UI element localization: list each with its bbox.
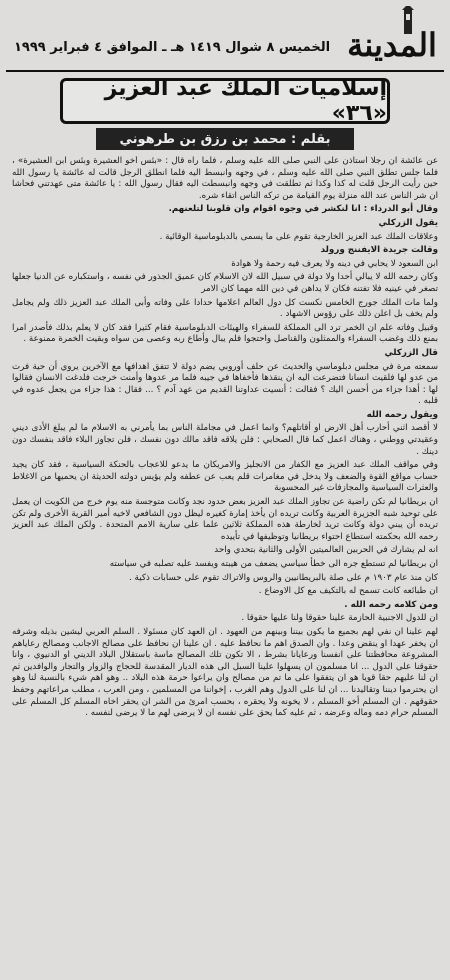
byline-text: بقلم : محمد بن رزق بن طرهوني [119, 131, 331, 147]
paragraph: ولما مات الملك جورج الخامس نكست كل دول العالم اعلامها حدادا على وفاته وأبى الملك عبد العزيز ذلك ولم يجامل ولم يخف بل اعلن ذلك على رؤوس الاشهاد . [12, 297, 438, 320]
paragraph: وفي مواقف الملك عبد العزيز مع الكفار من الانجليز والامريكان ما يدعو للاعجاب بالحنكة السياسية ، فقد كان يجيد حساب مواقع القوة والضعف ولا يدخل في مغامرات قلم يعب عن عطفه ولم يؤيس دولته الحديثة ان يحميها من الاغلاط والعثرات السياسية والمجازفات غير المحسوبة [12, 460, 438, 494]
article-body [12, 156, 438, 972]
svg-text:المدينة: المدينة [347, 26, 437, 62]
paragraph: ويقول رحمه الله [366, 409, 438, 420]
paragraph: ابن السعود لا يحابي في دينه ولا يعرف فيه رحمة ولا هوادة [231, 258, 438, 269]
byline [96, 128, 354, 150]
paragraph: قال الزركلي [384, 347, 438, 358]
paragraph: وكان رحمه الله لا يبالي أحدا ولا دولة في سبيل الله لان الاسلام كان عميق الجذور في نفسه ، واستكباره عن الدنيا جعلها تصغر في عينيه فلا تفتنه فكان لا يداهن في دين الله مهما كان الامر [12, 272, 438, 294]
paragraph: وقال أبو الدرداء : انا لنكشر في وجوه اقوام وان قلوبنا لتلعنهم. [168, 204, 438, 215]
paragraph: لا أقصد اثني أحارب أهل الارض او أقاتلهم؟ وانما اعمل في مجاملة الناس بما يأمرني به الاسلام ما لم يبلغ الأذى ديني وعقيدتي ووطني ، وهناك اعمل كما قال الصحابي : فلن يلاقه فاقد مالك دون نفسك ، فلن تجاوز البلاء فاقد بنفسك دون دينك . [12, 423, 438, 457]
paragraph: ان بريطانيا لم تكن راضية عن تجاوز الملك عبد العزيز بعض حدود نجد وكانت متوجسة منه يوم خرج من الكويت ان يعمل على توحيد شبه الجزيرة العربية وكانت تريده ان يأخذ إمارة كغيره ليظل دون الشافعي لاخيه أمير القرية الأخرى ولم تكن تريده أن يبني دولة وكانت تريد لخارطة هذه المملكة ثلاثين علما على سارية الامم المتحدة . ولكن الملك عبد العزيز رحمه الله بحكمته استطاع احتواء بريطانيا وتوظيفها في تأييده [12, 497, 438, 542]
dateline: الخميس ٨ شوال ١٤١٩ هـ ـ الموافق ٤ فبراير ١٩٩٩ [14, 40, 331, 55]
paragraph: يقول الزركلي [378, 217, 438, 228]
paragraph: ان للدول الاجنبية الحازمة علينا حقوقا ولنا عليها حقوقا . [241, 613, 438, 624]
article-title-banner [60, 78, 390, 124]
paragraph: لهم علينا ان نفي لهم بجميع ما يكون بيننا وبينهم من العهود . ان العهد كان مسئولا . السلم العربي ليشين بذيله وشرفه ان يخفر عهدا او ينقض وعدا . وان الصدق اهم ما نحافظ عليه . ان علينا ان نحافظ على مصالح الاجانب ومصالح رعاياهم المشروعة محافظتنا على انفسنا ورعايانا بشرط ، الا تكون تلك المصالح ماسة باستقلال البلاد الديني او الدنيوي ، وانا حقوقنا على الدول ... انا مسلمون ان يسهلوا علينا السبل الى هذه الديار المقدسة للحجاج والزوار والتجار والوافدين ثم ان لنا عليهم حقا قويا هو ان يتفقوا على ما تم من مصالح وان يراعوا حرمة هذه البلاد .. وهو اهم شيء بالنسبة لنا وهو ان يحترموا ديننا وتقاليدنا ... ان لنا على الدول وهم الغرب ، إخواننا من المسلمين ، ومن العرب ، مطلب مراعاتهم وحفظ حقوقهم . ان المسلم أخو المسلم ، لا يخونه ولا يحقره ، بحسب امرئ من الشر ان يحقر اخاه المسلم كل المسلم على المسلم حرام دمه وماله وعرضه ، ثم عليه كما يحق على نفسه ان لا يرضى لهم ما لا يرضى لنفسه . [12, 626, 438, 719]
paragraph: ومن كلامه رحمه الله . [344, 599, 438, 610]
masthead-rule [6, 70, 444, 72]
newspaper-logo [346, 6, 438, 62]
paragraph: وقبيل وفاته علم ان الخمر ترد الى المملكة للسفراء والهيئات الدبلوماسية فقام كثيرا فقد كان لا يعلم بذلك فأصدر امرا بمنع ذلك وغضب السفراء والممثلون والقناصل واحتجوا فلم يبال وأطاع ربه وعصى من سواه وبقيت الخمرة ممنوعة . [12, 322, 438, 345]
paragraph: سمعته مرة في مجلس دبلوماسي والحديث عن حلف أوروبي يضم دولة لا تتفق اهدافها مع الآخرين يروي أن حية فرت من عدو لها فلقيت انسانا فتضرعت اليه ان ينقذها فأخفاها في جيبه فلما مر عدوها وأمنت خرجت فلدغت الانسان فقالوا لها : أهذا جزاء من أحسن اليك ؟ فقالت : أنسيت عداوتنا القديم من عهد آدم ؟ ... فقال : هذا جزاء من يجعل عدوه في قلبه . [12, 361, 438, 407]
paragraph: وقالت جريدة الايفننج ورولد [320, 245, 438, 256]
article-title: إسلاميات الملك عبد العزيز «٣٦» [104, 76, 387, 126]
paragraph: ان بريطانيا لم تستطع جره الى خطأ سياسي يضعف من هيبته ويفسد عليه تصلبه في سياسته [109, 559, 438, 569]
masthead [6, 4, 444, 68]
paragraph: وعلاقات الملك عبد العزيز الخارجية تقوم على ما يسمى بالدبلوماسية الوقائية . [159, 231, 438, 242]
paragraph: انه لم يشارك في الحربين العالميتين الأولى والثانية بتحدي واحد [214, 545, 438, 556]
paragraph: عن عائشة ان رجلا استأذن على النبي صلى الله عليه وسلم ، فلما رآه قال : «بئس أخو العشيرة وبئس ابن العشيرة» ، فلما جلس تطلق النبي صلى الله عليه وسلم ، في وجهه وانبسط اليه فلما انطلق الرجل قالت له عائشة يا رسول الله حين رأيت الرجل قلت له كذا وكذا ثم تطلقت في وجهه وانبسطت اليه فقال رسول الله : يا عائشة متى عهدتني فحاشا ان شر الناس عند الله منزلة يوم القيامة من تركه الناس اتقاء شره. [12, 156, 438, 201]
paragraph: كان منذ عام ١٩٠٣ م على صلة بالبريطانيين والروس والاتراك تقوم على حسابات ذكية . [129, 572, 438, 583]
paragraph: ان طبائعه كانت تسمح له بالتكيف مع كل الاوضاع . [258, 586, 438, 597]
